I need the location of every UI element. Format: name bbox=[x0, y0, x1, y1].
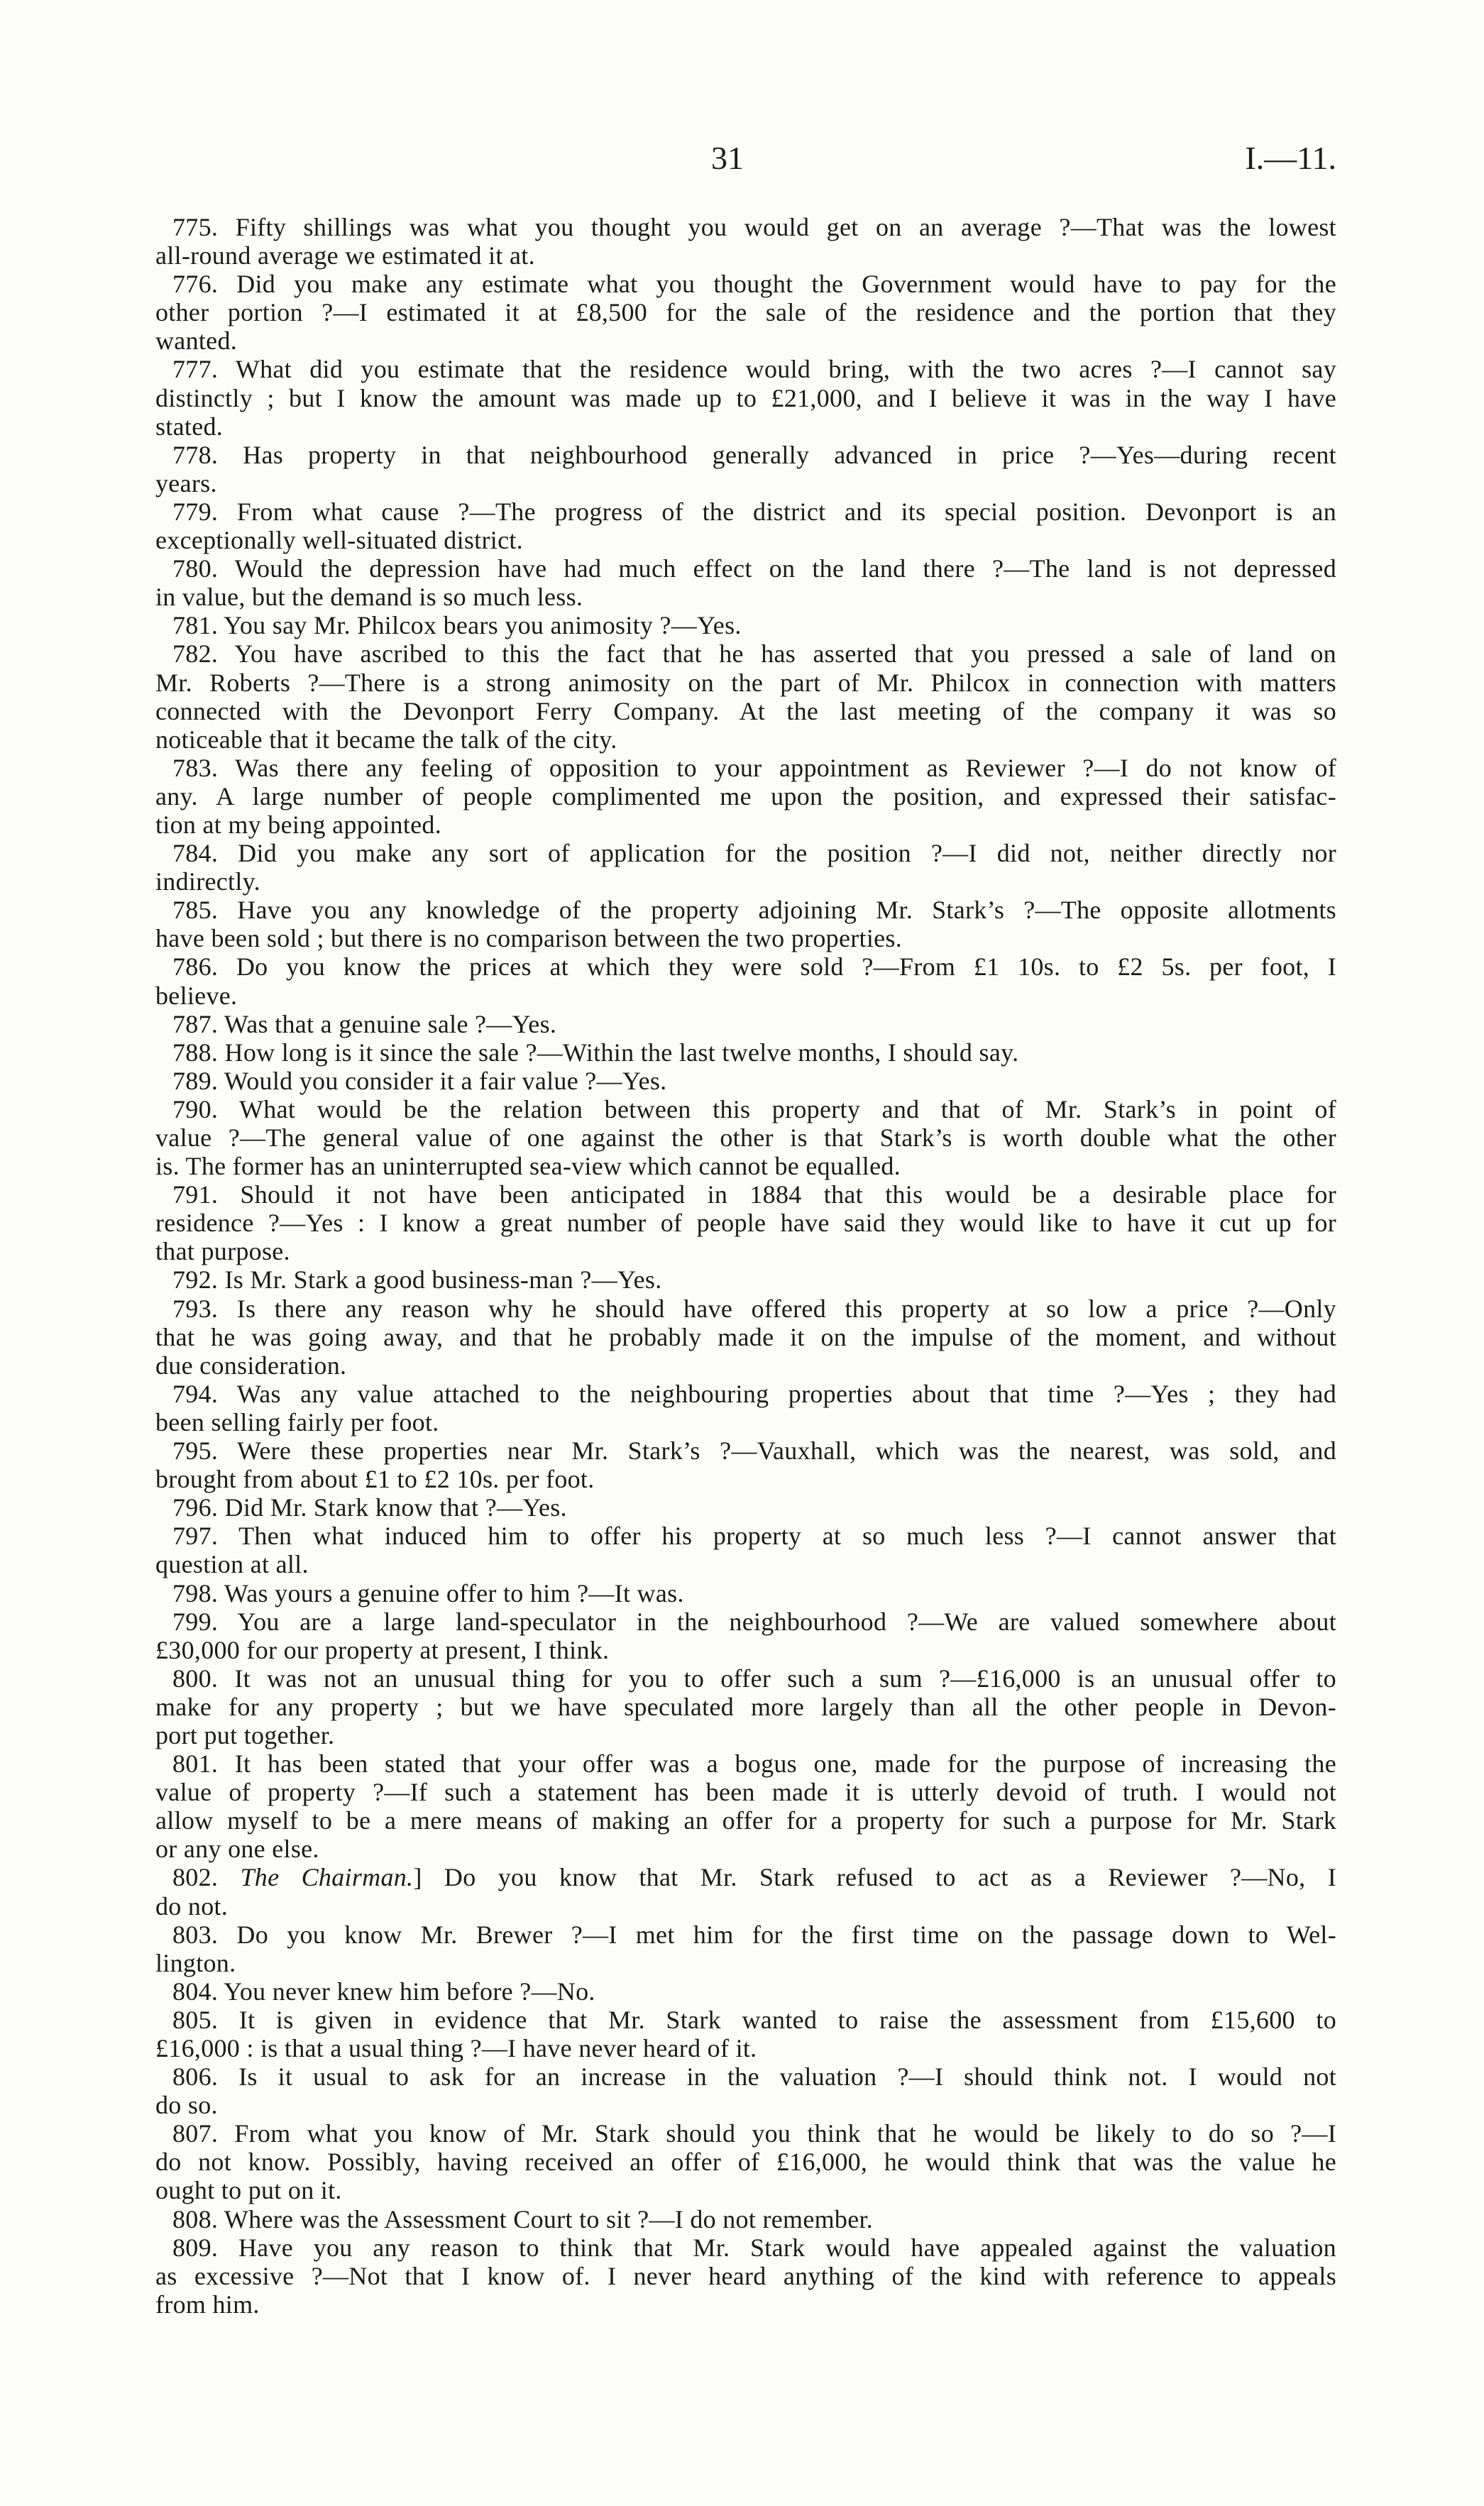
line-text: Was any value attached to the neighbouring properties about that time ?—Yes ; they had bbox=[236, 1379, 1336, 1408]
document-reference: I.—11. bbox=[1245, 140, 1336, 176]
qa-paragraph-793 bbox=[155, 1295, 1336, 1380]
question-number: 790. bbox=[172, 1094, 219, 1123]
line-text: ] Do you know that Mr. Stark refused to act as a Reviewer ?—No, I bbox=[413, 1863, 1336, 1892]
line-text: It was not an unusual thing for you to offer such a sum ?—£16,000 is an unusual offer to bbox=[234, 1664, 1336, 1693]
line-text: value of property ?—If such a statement has been made it is utterly devoid of truth. I would not bbox=[155, 1778, 1336, 1807]
line-text: in value, but the demand is so much less. bbox=[155, 583, 583, 612]
text-line bbox=[155, 1123, 1336, 1152]
question-number: 784. bbox=[172, 839, 219, 868]
text-line bbox=[155, 526, 1336, 554]
qa-paragraph-778 bbox=[155, 441, 1336, 498]
line-text: value ?—The general value of one against the other is that Stark’s is worth double what the other bbox=[155, 1123, 1336, 1152]
text-line bbox=[155, 754, 1336, 782]
line-text: From what cause ?—The progress of the district and its special position. Devonport is an bbox=[236, 497, 1336, 526]
text-line bbox=[155, 1380, 1336, 1408]
question-number: 797. bbox=[172, 1522, 219, 1551]
text-line bbox=[155, 839, 1336, 867]
text-line bbox=[155, 1664, 1336, 1693]
question-number: 775. bbox=[172, 213, 219, 241]
line-text: indirectly. bbox=[155, 867, 260, 896]
line-text: You have ascribed to this the fact that he has asserted that you pressed a sale of land on bbox=[234, 639, 1336, 669]
text-line bbox=[155, 867, 1336, 896]
text-line bbox=[155, 1152, 1336, 1180]
line-text: do not. bbox=[155, 1891, 229, 1920]
line-text: You never knew him before ?—No. bbox=[224, 1977, 595, 2006]
text-line bbox=[155, 2233, 1336, 2262]
text-line bbox=[155, 384, 1336, 412]
line-text: Is Mr. Stark a good business-man ?—Yes. bbox=[224, 1265, 662, 1295]
question-number: 779. bbox=[172, 497, 219, 526]
qa-paragraph-804 bbox=[155, 1977, 1336, 2006]
question-number: 794. bbox=[172, 1379, 219, 1408]
text-line bbox=[155, 441, 1336, 469]
line-text: Mr. Roberts ?—There is a strong animosity on the part of Mr. Philcox in connection with matters bbox=[155, 668, 1336, 697]
line-text: Fifty shillings was what you thought you would get on an average ?—That was the lowest bbox=[235, 213, 1336, 241]
qa-paragraph-787 bbox=[155, 1010, 1336, 1038]
qa-paragraph-791 bbox=[155, 1180, 1336, 1265]
text-line bbox=[155, 1835, 1336, 1863]
text-line bbox=[155, 1436, 1336, 1465]
line-text: How long is it since the sale ?—Within the last twelve months, I should say. bbox=[224, 1038, 1019, 1067]
line-text: exceptionally well-situated district. bbox=[155, 526, 523, 555]
line-text: allow myself to be a mere means of making an offer for a property for such a purpose for Mr. Stark bbox=[155, 1806, 1336, 1835]
line-text: Is there any reason why he should have offered this property at so low a price ?—Only bbox=[236, 1294, 1336, 1323]
line-text: Was there any feeling of opposition to your appointment as Reviewer ?—I do not know of bbox=[234, 753, 1336, 782]
line-text: tion at my being appointed. bbox=[155, 810, 442, 839]
line-text: £30,000 for our property at present, I think. bbox=[155, 1635, 610, 1664]
line-text: What did you estimate that the residence would bring, with the two acres ?—I cannot say bbox=[235, 355, 1336, 384]
text-line bbox=[155, 1408, 1336, 1436]
text-line bbox=[155, 554, 1336, 583]
question-number: 780. bbox=[172, 554, 219, 583]
line-text: due consideration. bbox=[155, 1351, 347, 1380]
line-text: that he was going away, and that he probably made it on the impulse of the moment, and without bbox=[155, 1322, 1336, 1351]
text-line bbox=[155, 924, 1336, 952]
line-text: that purpose. bbox=[155, 1237, 290, 1266]
qa-paragraph-795 bbox=[155, 1436, 1336, 1493]
text-line bbox=[155, 1920, 1336, 1949]
question-number: 781. bbox=[172, 611, 219, 640]
document-body bbox=[155, 213, 1336, 2319]
qa-paragraph-802 bbox=[155, 1863, 1336, 1920]
text-line bbox=[155, 1892, 1336, 1920]
question-number: 778. bbox=[172, 440, 219, 469]
text-line bbox=[155, 1180, 1336, 1209]
line-text: years. bbox=[155, 468, 217, 498]
line-text: Should it not have been anticipated in 1884 that this would be a desirable place for bbox=[240, 1180, 1336, 1209]
qa-paragraph-777 bbox=[155, 355, 1336, 440]
line-text: noticeable that it became the talk of the city. bbox=[155, 725, 617, 754]
qa-paragraph-779 bbox=[155, 498, 1336, 554]
line-text: connected with the Devonport Ferry Company. At the last meeting of the company it was so bbox=[155, 696, 1336, 725]
text-line bbox=[155, 1579, 1336, 1608]
text-line bbox=[155, 782, 1336, 810]
line-text: You are a large land-speculator in the neighbourhood ?—We are valued somewhere about bbox=[237, 1607, 1336, 1636]
line-text: or any one else. bbox=[155, 1835, 319, 1864]
qa-paragraph-784 bbox=[155, 839, 1336, 896]
text-line bbox=[155, 725, 1336, 754]
text-line bbox=[155, 2006, 1336, 2034]
page-number: 31 bbox=[711, 140, 744, 176]
text-line bbox=[155, 639, 1336, 668]
question-number: 795. bbox=[172, 1436, 219, 1466]
text-line bbox=[155, 326, 1336, 355]
line-text: You say Mr. Philcox bears you animosity ?—Yes. bbox=[224, 611, 742, 640]
line-text: Was yours a genuine offer to him ?—It was. bbox=[224, 1578, 684, 1608]
line-text: It has been stated that your offer was a bogus one, made for the purpose of increasing the bbox=[234, 1749, 1336, 1779]
text-line bbox=[155, 611, 1336, 639]
line-text: It is given in evidence that Mr. Stark wanted to raise the assessment from £15,600 to bbox=[238, 2005, 1336, 2034]
question-number: 776. bbox=[172, 270, 219, 299]
qa-paragraph-782 bbox=[155, 639, 1336, 753]
qa-paragraph-790 bbox=[155, 1095, 1336, 1180]
qa-paragraph-796 bbox=[155, 1493, 1336, 1522]
line-text: question at all. bbox=[155, 1550, 309, 1579]
qa-paragraph-775 bbox=[155, 213, 1336, 270]
text-line bbox=[155, 298, 1336, 326]
question-number: 793. bbox=[172, 1294, 219, 1323]
qa-paragraph-800 bbox=[155, 1664, 1336, 1749]
question-number: 787. bbox=[172, 1009, 219, 1038]
line-text: Was that a genuine sale ?—Yes. bbox=[224, 1009, 557, 1038]
qa-paragraph-805 bbox=[155, 2006, 1336, 2062]
text-line bbox=[155, 1209, 1336, 1237]
line-text: Would the depression have had much effect on the land there ?—The land is not depressed bbox=[234, 554, 1336, 583]
text-line bbox=[155, 1265, 1336, 1294]
line-text: Then what induced him to offer his property at so much less ?—I cannot answer that bbox=[238, 1522, 1336, 1551]
line-text: Do you know the prices at which they were sold ?—From £1 10s. to £2 5s. per foot, I bbox=[236, 952, 1336, 982]
text-line bbox=[155, 1010, 1336, 1038]
text-line bbox=[155, 2176, 1336, 2204]
line-text: any. A large number of people complimented me upon the position, and expressed their satisfac- bbox=[155, 781, 1336, 810]
line-text: other portion ?—I estimated it at £8,500 for the sale of the residence and the portion that they bbox=[155, 298, 1336, 327]
line-text: Did you make any estimate what you thought the Government would have to pay for the bbox=[236, 270, 1336, 299]
qa-paragraph-776 bbox=[155, 270, 1336, 355]
text-line bbox=[155, 2062, 1336, 2091]
line-text: believe. bbox=[155, 981, 238, 1010]
line-text: as excessive ?—Not that I know of. I never heard anything of the kind with reference to appeals bbox=[155, 2261, 1336, 2290]
qa-paragraph-794 bbox=[155, 1380, 1336, 1436]
line-text: Where was the Assessment Court to sit ?—I do not remember. bbox=[224, 2204, 874, 2233]
question-number: 798. bbox=[172, 1578, 219, 1608]
qa-paragraph-786 bbox=[155, 952, 1336, 1009]
question-number: 777. bbox=[172, 355, 219, 384]
text-line bbox=[155, 469, 1336, 498]
qa-paragraph-783 bbox=[155, 754, 1336, 839]
text-line bbox=[155, 2262, 1336, 2290]
question-number: 788. bbox=[172, 1038, 219, 1067]
text-line bbox=[155, 270, 1336, 298]
qa-paragraph-798 bbox=[155, 1579, 1336, 1608]
text-line bbox=[155, 810, 1336, 839]
text-line bbox=[155, 1608, 1336, 1636]
text-line bbox=[155, 1095, 1336, 1123]
text-line bbox=[155, 1522, 1336, 1550]
text-line bbox=[155, 213, 1336, 241]
text-line bbox=[155, 2034, 1336, 2062]
text-line bbox=[155, 498, 1336, 526]
text-line bbox=[155, 1721, 1336, 1749]
text-line bbox=[155, 1977, 1336, 2006]
line-text: have been sold ; but there is no comparison between the two properties. bbox=[155, 924, 903, 953]
qa-paragraph-799 bbox=[155, 1608, 1336, 1664]
line-text: Have you any reason to think that Mr. Stark would have appealed against the valuation bbox=[238, 2233, 1336, 2262]
text-line bbox=[155, 1493, 1336, 1522]
text-line bbox=[155, 1323, 1336, 1351]
line-text: Did you make any sort of application for the position ?—I did not, neither directly nor bbox=[238, 839, 1336, 868]
text-line bbox=[155, 1550, 1336, 1578]
line-text: distinctly ; but I know the amount was made up to £21,000, and I believe it was in the way I have bbox=[155, 383, 1336, 412]
qa-paragraph-807 bbox=[155, 2119, 1336, 2204]
question-number: 783. bbox=[172, 753, 219, 782]
line-text: been selling fairly per foot. bbox=[155, 1407, 439, 1436]
qa-paragraph-797 bbox=[155, 1522, 1336, 1578]
qa-paragraph-780 bbox=[155, 554, 1336, 611]
text-line bbox=[155, 2290, 1336, 2319]
text-line bbox=[155, 1749, 1336, 1778]
question-number: 792. bbox=[172, 1265, 219, 1295]
text-line bbox=[155, 952, 1336, 981]
text-line bbox=[155, 1693, 1336, 1721]
text-line bbox=[155, 1295, 1336, 1323]
speaker-label: The Chairman. bbox=[240, 1863, 414, 1892]
text-line bbox=[155, 697, 1336, 725]
text-line bbox=[155, 982, 1336, 1010]
text-line bbox=[155, 1636, 1336, 1664]
text-line bbox=[155, 355, 1336, 383]
question-number: 789. bbox=[172, 1066, 219, 1095]
question-number: 806. bbox=[172, 2062, 219, 2092]
qa-paragraph-781 bbox=[155, 611, 1336, 639]
line-text: lington. bbox=[155, 1948, 236, 1977]
question-number: 800. bbox=[172, 1664, 219, 1693]
text-line bbox=[155, 669, 1336, 697]
question-number: 796. bbox=[172, 1493, 219, 1522]
line-text: From what you know of Mr. Stark should you think that he would be likely to do so ?—I bbox=[234, 2119, 1336, 2148]
line-text: do not know. Possibly, having received an offer of £16,000, he would think that was the value he bbox=[155, 2148, 1336, 2177]
text-line bbox=[155, 1351, 1336, 1380]
qa-paragraph-803 bbox=[155, 1920, 1336, 1977]
qa-paragraph-806 bbox=[155, 2062, 1336, 2119]
question-number: 799. bbox=[172, 1607, 219, 1636]
line-text: What would be the relation between this property and that of Mr. Stark’s in point of bbox=[239, 1094, 1336, 1123]
text-line bbox=[155, 1806, 1336, 1835]
text-line bbox=[155, 1067, 1336, 1095]
question-number: 807. bbox=[172, 2119, 219, 2148]
text-line bbox=[155, 1778, 1336, 1806]
text-line bbox=[155, 1949, 1336, 1977]
line-text: stated. bbox=[155, 412, 224, 441]
line-text: do so. bbox=[155, 2091, 218, 2120]
qa-paragraph-788 bbox=[155, 1038, 1336, 1067]
text-line bbox=[155, 583, 1336, 611]
qa-paragraph-785 bbox=[155, 896, 1336, 952]
line-text: Have you any knowledge of the property adjoining Mr. Stark’s ?—The opposite allotments bbox=[237, 896, 1336, 925]
line-text: is. The former has an uninterrupted sea-view which cannot be equalled. bbox=[155, 1152, 901, 1181]
text-line bbox=[155, 1038, 1336, 1067]
line-text: £16,000 : is that a usual thing ?—I have never heard of it. bbox=[155, 2034, 757, 2062]
line-text: make for any property ; but we have speculated more largely than all the other people in Devon- bbox=[155, 1692, 1336, 1721]
text-line bbox=[155, 2205, 1336, 2233]
text-line bbox=[155, 241, 1336, 270]
text-line bbox=[155, 2148, 1336, 2176]
text-line bbox=[155, 2119, 1336, 2148]
question-number: 786. bbox=[172, 952, 219, 982]
question-number: 804. bbox=[172, 1977, 219, 2006]
line-text: Do you know Mr. Brewer ?—I met him for the first time on the passage down to Wel- bbox=[236, 1920, 1336, 1949]
question-number: 782. bbox=[172, 639, 219, 669]
line-text: Has property in that neighbourhood generally advanced in price ?—Yes—during recent bbox=[243, 440, 1336, 469]
question-number: 805. bbox=[172, 2005, 219, 2034]
text-line bbox=[155, 1237, 1336, 1265]
line-text: Is it usual to ask for an increase in the valuation ?—I should think not. I would not bbox=[238, 2062, 1336, 2092]
qa-paragraph-801 bbox=[155, 1749, 1336, 1863]
qa-paragraph-808 bbox=[155, 2205, 1336, 2233]
line-text: wanted. bbox=[155, 326, 238, 356]
text-line bbox=[155, 2091, 1336, 2119]
question-number: 785. bbox=[172, 896, 219, 925]
text-line bbox=[155, 412, 1336, 441]
line-text: ought to put on it. bbox=[155, 2176, 342, 2205]
line-text: Did Mr. Stark know that ?—Yes. bbox=[224, 1493, 567, 1522]
question-number: 801. bbox=[172, 1749, 219, 1779]
qa-paragraph-789 bbox=[155, 1067, 1336, 1095]
line-text: Would you consider it a fair value ?—Yes. bbox=[224, 1066, 667, 1095]
line-text: port put together. bbox=[155, 1720, 335, 1749]
line-text: from him. bbox=[155, 2290, 260, 2319]
qa-paragraph-792 bbox=[155, 1265, 1336, 1294]
question-number: 809. bbox=[172, 2233, 219, 2262]
question-number: 803. bbox=[172, 1920, 219, 1949]
line-text: residence ?—Yes : I know a great number of people have said they would like to have it cut up for bbox=[155, 1209, 1336, 1238]
text-line bbox=[155, 1465, 1336, 1493]
text-line bbox=[155, 1863, 1336, 1891]
line-text: Were these properties near Mr. Stark’s ?—Vauxhall, which was the nearest, was sold, and bbox=[236, 1436, 1336, 1466]
question-number: 808. bbox=[172, 2204, 219, 2233]
qa-paragraph-809 bbox=[155, 2233, 1336, 2319]
line-text: brought from about £1 to £2 10s. per foot. bbox=[155, 1465, 595, 1494]
question-number: 791. bbox=[172, 1180, 219, 1209]
question-number: 802. bbox=[172, 1863, 219, 1892]
text-line bbox=[155, 896, 1336, 924]
line-text: all-round average we estimated it at. bbox=[155, 241, 535, 270]
